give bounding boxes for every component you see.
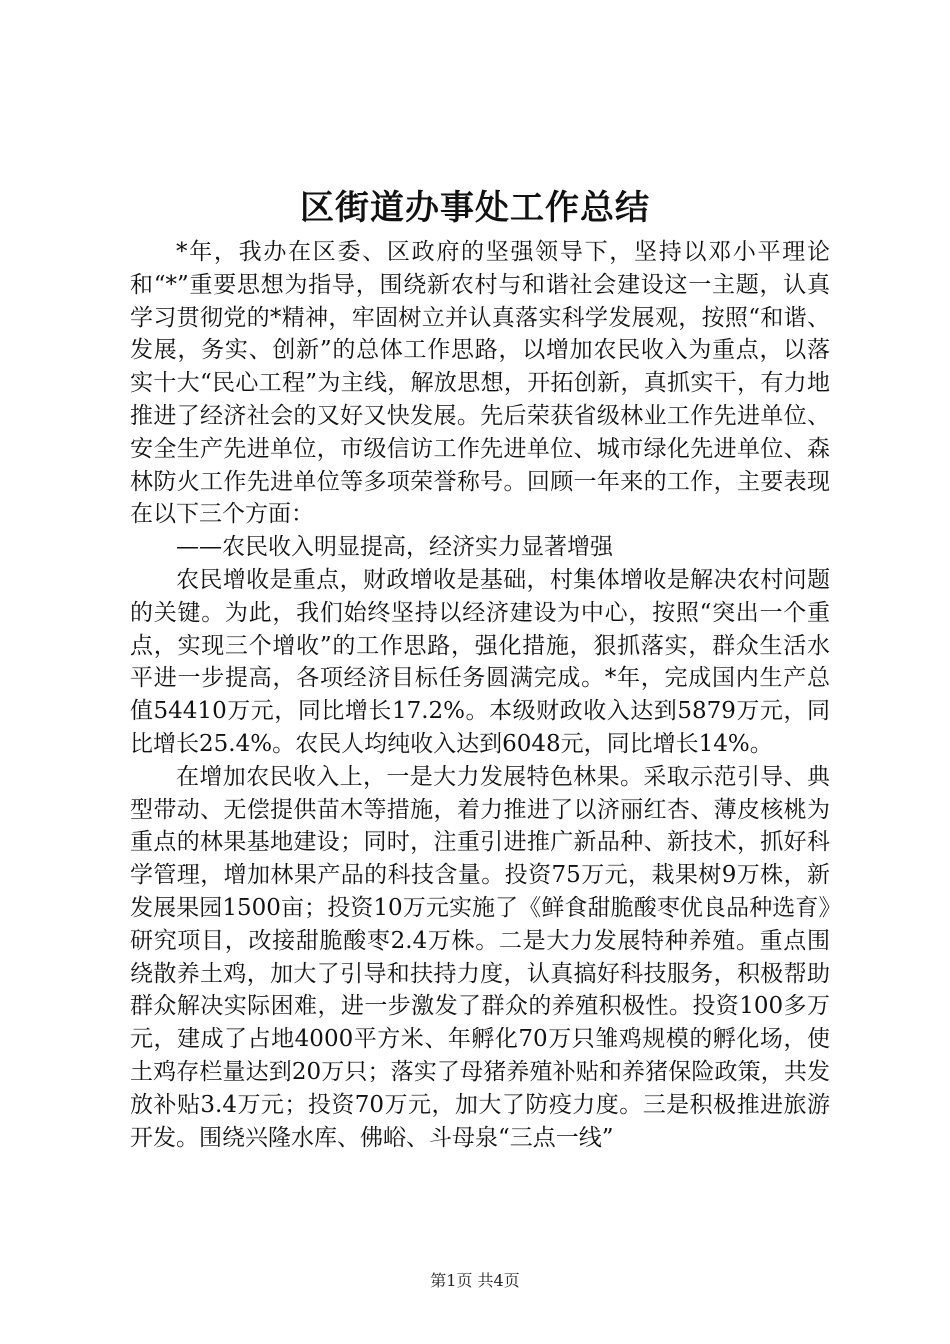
page-number-footer: 第1页 共4页 [430,1271,520,1290]
paragraph-measures: 在增加农民收入上，一是大力发展特色林果。采取示范引导、典型带动、无偿提供苗木等措施，着力推进了以济丽红杏、薄皮核桃为重点的林果基地建设；同时，注重引进推广新品种、新技术，抓好科学管理，增加林果产品的科技含量。投资75万元，栽果树9万株，新发展果园1500亩；投资10万元实施了《鲜食甜脆酸枣优良品种选育》研究项目，改接甜脆酸枣2.4万株。二是大力发展特种养殖。重点围绕散养土鸡，加大了引导和扶持力度，认真搞好科技服务，积极帮助群众解决实际困难，进一步激发了群众的养殖积极性。投资100多万元，建成了占地4000平方米、年孵化70万只雏鸡规模的孵化场，使土鸡存栏量达到20万只；落实了母猪养殖补贴和养猪保险政策，共发放补贴3.4万元；投资70万元，加大了防疫力度。三是积极推进旅游开发。围绕兴隆水库、佛峪、斗母泉“三点一线” [130,763,830,1151]
paragraph-intro: *年，我办在区委、区政府的坚强领导下，坚持以邓小平理论和“*”重要思想为指导，围绕新农村与和谐社会建设这一主题，认真学习贯彻党的*精神，牢固树立并认真落实科学发展观，按照“和谐、发展，务实、创新”的总体工作思路，以增加农民收入为重点，以落实十大“民心工程”为主线，解放思想，开拓创新，真抓实干，有力地推进了经济社会的又好又快发展。先后荣获省级林业工作先进单位、安全生产先进单位，市级信访工作先进单位、城市绿化先进单位、森林防火工作先进单位等多项荣誉称号。回顾一年来的工作，主要表现在以下三个方面： [130,239,830,528]
section-heading: ——农民收入明显提高，经济实力显著增强 [176,534,613,561]
document-title: 区街道办事处工作总结 [300,188,650,228]
paragraph-income: 农民增收是重点，财政增收是基础，村集体增收是解决农村问题的关键。为此，我们始终坚持以经济建设为中心，按照“突出一个重点，实现三个增收”的工作思路，强化措施，狠抓落实，群众生活水平进一步提高，各项经济目标任务圆满完成。*年，完成国内生产总值54410万元，同比增长17.2%。本级财政收入达到5879万元，同比增长25.4%。农民人均纯收入达到6048元，同比增长14%。 [130,566,830,757]
document-body [130,236,830,1154]
